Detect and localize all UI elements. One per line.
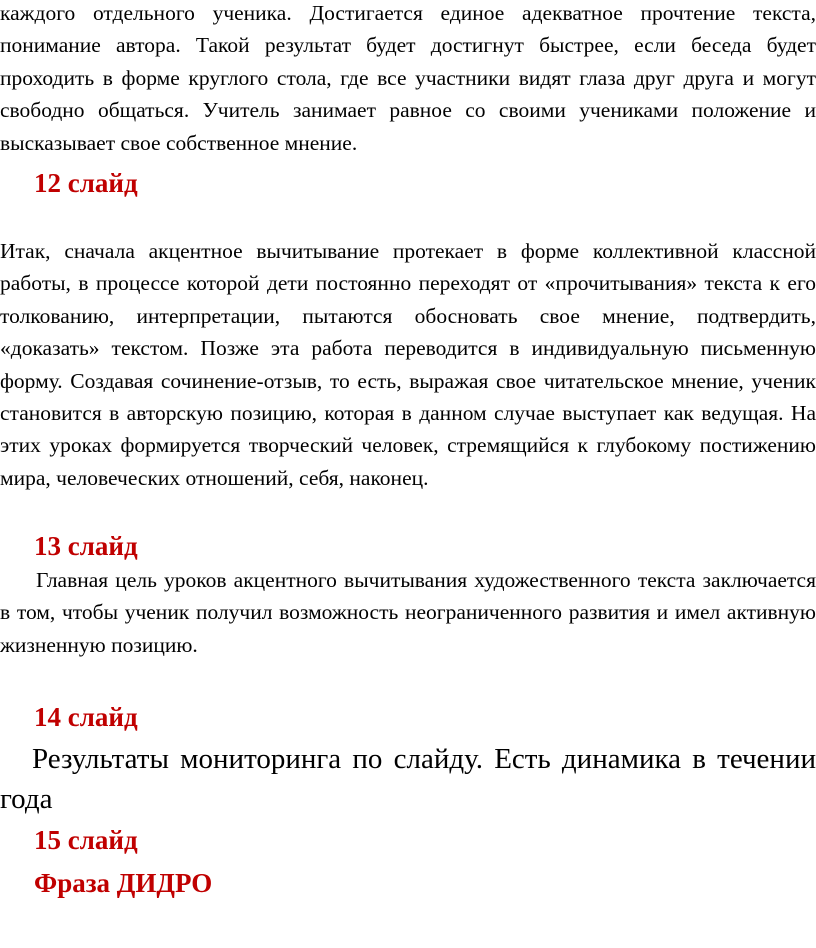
- heading-slide-14: 14 слайд: [34, 702, 138, 732]
- paragraph-monitoring-results: Результаты мониторинга по слайду. Есть динамика в течении года: [0, 743, 816, 815]
- paragraph-main-goal: Главная цель уроков акцентного вычитывания художественного текста заключается в том, чтобы ученик получил возможность неограниченного развития и имел активную жизненную позицию.: [0, 568, 816, 657]
- paragraph-accent-reading: Итак, сначала акцентное вычитывание протекает в форме коллективной классной работы, в процессе которой дети постоянно переходят от «прочитывания» текста к его толкованию, интерпретации, пытаются обосновать свое мнение, подтвердить, «доказать» текстом. Позже эта работа переводится в индивидуальную письменную форму. Создавая сочинение-отзыв, то есть, выражая свое читательское мнение, ученик становится в авторскую позицию, которая в данном случае выступает как ведущая. На этих уроках формируется творческий человек, стремящийся к глубокому постижению мира, человеческих отношений, себя, наконец.: [0, 239, 816, 490]
- heading-diderot-phrase: Фраза ДИДРО: [34, 868, 213, 898]
- heading-slide-15: 15 слайд: [34, 825, 138, 855]
- heading-slide-12: 12 слайд: [34, 168, 138, 198]
- paragraph-round-table: каждого отдельного ученика. Достигается единое адекватное прочтение текста, понимание автора. Такой результат будет достигнут быстрее, если беседа будет проходить в форме круглого стола, где все участники видят глаза друг друга и могут свободно общаться. Учитель занимает равное со своими учениками положение и высказывает свое собственное мнение.: [0, 1, 816, 155]
- heading-slide-13: 13 слайд: [34, 531, 138, 561]
